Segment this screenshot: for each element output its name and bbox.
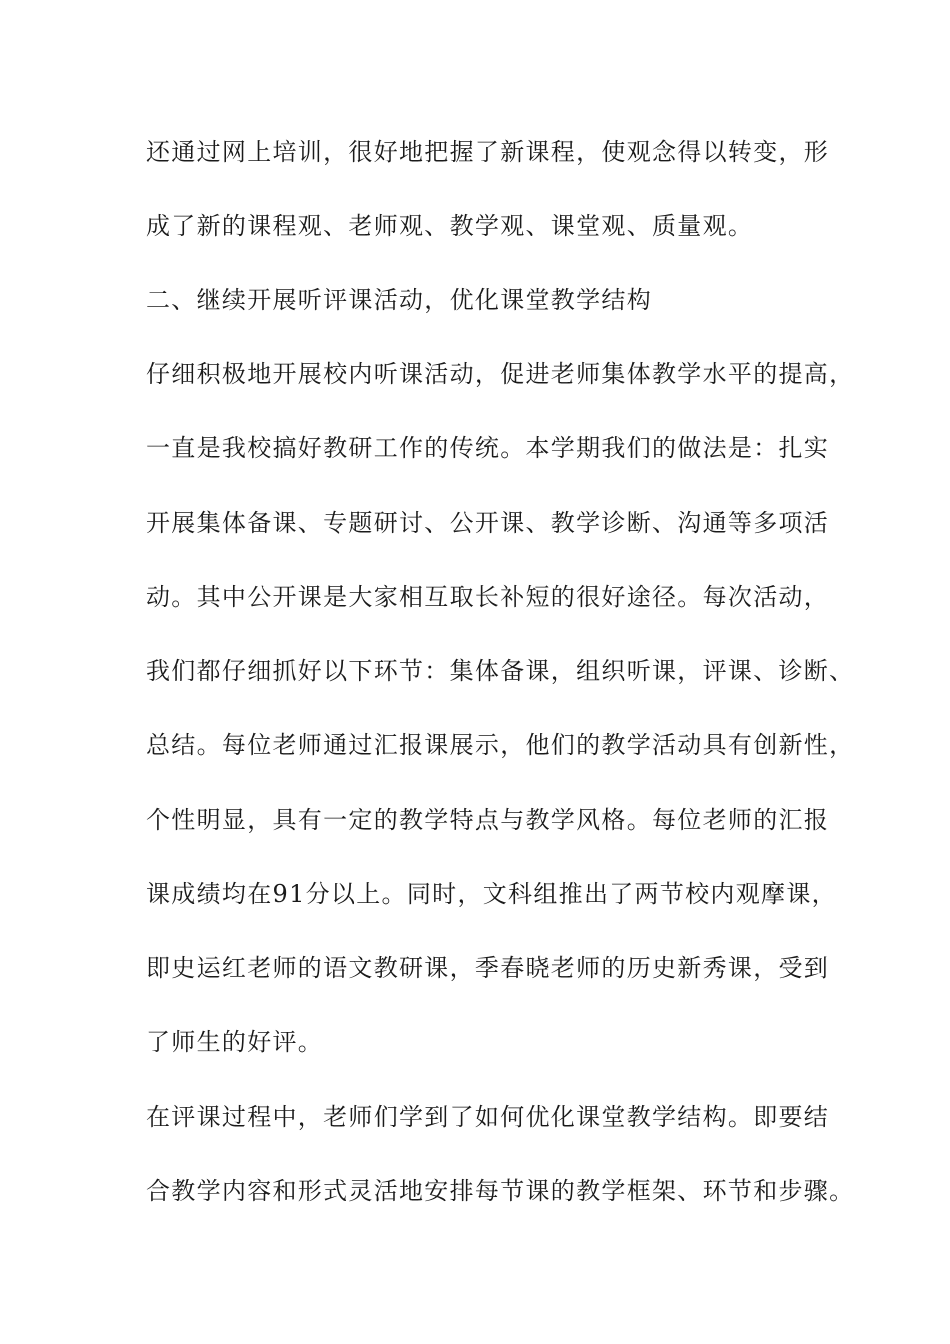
- paragraph-line: 个性明显，具有一定的教学特点与教学风格。每位老师的汇报: [146, 806, 830, 834]
- paragraph-line: 还通过网上培训，很好地把握了新课程，使观念得以转变，形: [146, 138, 830, 166]
- paragraph-line: 即史运红老师的语文教研课，季春晓老师的历史新秀课，受到: [146, 954, 830, 982]
- paragraph-line: 一直是我校搞好教研工作的传统。本学期我们的做法是：扎实: [146, 434, 830, 462]
- paragraph-line: 合教学内容和形式灵活地安排每节课的教学框架、环节和步骤。: [146, 1177, 855, 1205]
- paragraph-line: 我们都仔细抓好以下环节：集体备课，组织听课，评课、诊断、: [146, 657, 855, 685]
- section-heading: 二、继续开展听评课活动，优化课堂教学结构: [146, 286, 652, 314]
- paragraph-line: 成了新的课程观、老师观、教学观、课堂观、质量观。: [146, 212, 754, 240]
- paragraph-line: 了师生的好评。: [146, 1028, 324, 1056]
- paragraph-line: 仔细积极地开展校内听课活动，促进老师集体教学水平的提高，: [146, 360, 855, 388]
- paragraph-line: 课成绩均在91分以上。同时，文科组推出了两节校内观摩课，: [146, 880, 837, 908]
- paragraph-line: 总结。每位老师通过汇报课展示，他们的教学活动具有创新性，: [146, 731, 855, 759]
- paragraph-line: 在评课过程中，老师们学到了如何优化课堂教学结构。即要结: [146, 1103, 830, 1131]
- paragraph-line: 动。其中公开课是大家相互取长补短的很好途径。每次活动，: [146, 583, 830, 611]
- paragraph-line: 开展集体备课、专题研讨、公开课、教学诊断、沟通等多项活: [146, 509, 830, 537]
